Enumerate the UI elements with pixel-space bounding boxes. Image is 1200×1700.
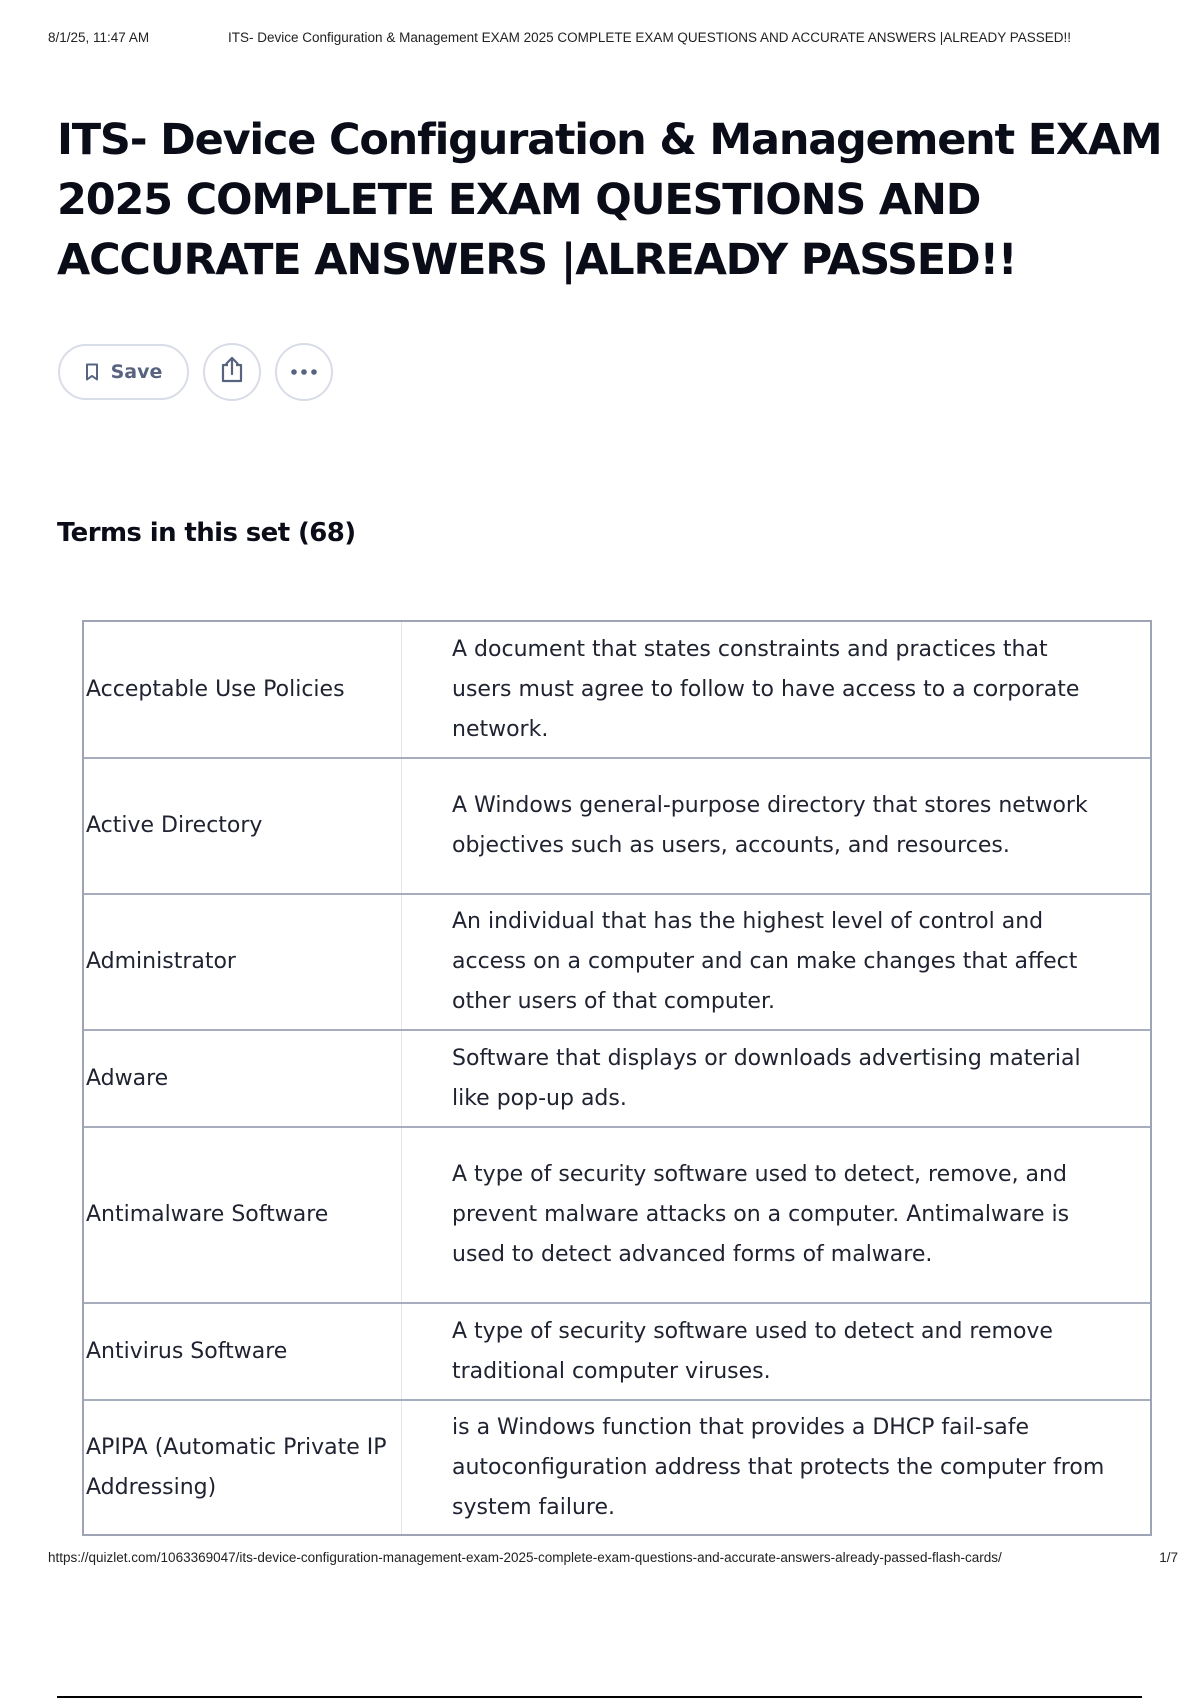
definition-cell: A Windows general-purpose directory that stores network objectives such as users, accounts, and resources. — [452, 793, 1088, 858]
term-row — [84, 1401, 1150, 1534]
print-header — [48, 30, 1176, 45]
term-cell: Acceptable Use Policies — [84, 622, 402, 757]
definition-cell: A type of security software used to detect, remove, and prevent malware attacks on a computer. Antimalware is used to detect advanced forms of malware. — [452, 1162, 1070, 1267]
save-button[interactable] — [58, 344, 189, 400]
page-title: ITS- Device Configuration & Management EXAM 2025 COMPLETE EXAM QUESTIONS AND ACCURATE ANSWERS |ALREADY PASSED!! — [57, 115, 1162, 285]
page-indicator: 1/7 — [1159, 1550, 1178, 1565]
print-timestamp: 8/1/25, 11:47 AM — [48, 30, 150, 45]
term-cell: Antivirus Software — [84, 1304, 402, 1399]
share-icon — [219, 356, 245, 388]
print-url: https://quizlet.com/1063369047/its-device-configuration-management-exam-2025-complete-exam-questions-and-accurate-answers-already-passed-flash-cards/ — [48, 1550, 1002, 1565]
term-row — [84, 1128, 1150, 1304]
term-cell: Adware — [84, 1031, 402, 1126]
term-cell: Active Directory — [84, 759, 402, 893]
definition-cell: An individual that has the highest level of control and access on a computer and can make changes that affect other users of that computer. — [452, 909, 1078, 1014]
term-row — [84, 1304, 1150, 1401]
share-button[interactable] — [203, 343, 261, 401]
term-cell: APIPA (Automatic Private IP Addressing) — [84, 1401, 402, 1534]
definition-cell: is a Windows function that provides a DHCP fail-safe autoconfiguration address that protects the computer from system failure. — [452, 1414, 1105, 1520]
more-horizontal-icon — [290, 365, 318, 380]
terms-table — [82, 620, 1152, 1536]
definition-cell: A document that states constraints and practices that users must agree to follow to have access to a corporate network. — [452, 636, 1080, 742]
definition-cell: Software that displays or downloads advertising material like pop-up ads. — [452, 1045, 1081, 1111]
terms-heading: Terms in this set (68) — [57, 518, 356, 548]
term-row — [84, 759, 1150, 895]
term-row — [84, 1031, 1150, 1128]
bookmark-icon — [85, 363, 99, 381]
print-doc-title: ITS- Device Configuration & Management EXAM 2025 COMPLETE EXAM QUESTIONS AND ACCURATE ANSWERS |ALREADY PASSED!! — [228, 30, 1072, 45]
term-row — [84, 895, 1150, 1031]
print-footer — [48, 1550, 1178, 1565]
term-row — [84, 622, 1150, 759]
bottom-rule — [57, 1696, 1142, 1698]
definition-cell: A type of security software used to detect and remove traditional computer viruses. — [452, 1318, 1053, 1384]
term-cell: Antimalware Software — [84, 1128, 402, 1302]
save-label: Save — [110, 361, 163, 383]
more-options-button[interactable] — [275, 343, 333, 401]
term-cell: Administrator — [84, 895, 402, 1029]
action-bar — [58, 343, 347, 401]
